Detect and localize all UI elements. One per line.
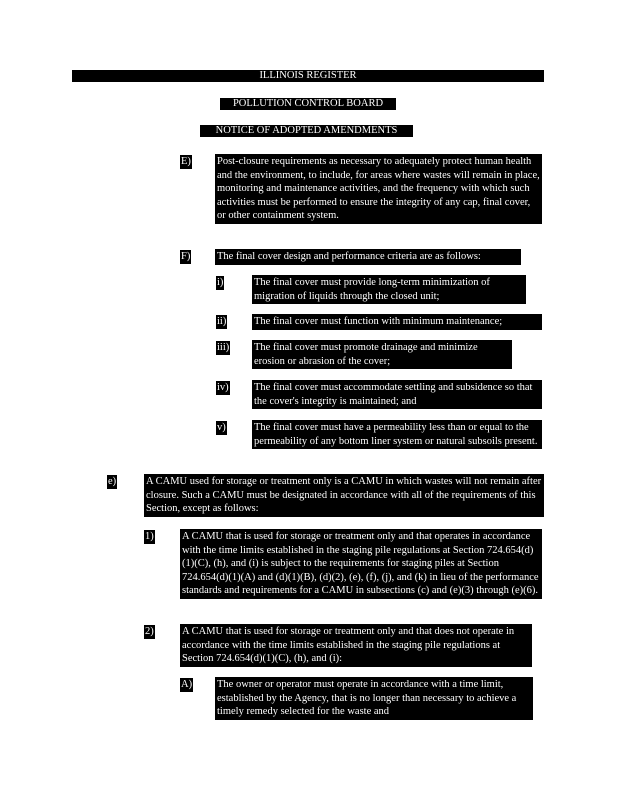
item-label-F: F) xyxy=(181,251,191,262)
item-label-2: 2) xyxy=(145,626,154,637)
item-text-A: The owner or operator must operate in accordance with a time limit, established by the Agency, that is no longer than necessary to achieve a timely remedy selected for the waste and xyxy=(215,677,533,720)
subitem-label-v: v) xyxy=(217,422,226,433)
item-text-2: A CAMU that is used for storage or treatment only and that does not operate in accordance with the time limits established in the staging pile regulations at Section 724.654(d)(1)(C), (h), and (i): xyxy=(180,624,532,667)
notice-header: NOTICE OF ADOPTED AMENDMENTS xyxy=(200,125,413,137)
section-label-e: e) xyxy=(108,476,117,487)
item-text-E: Post-closure requirements as necessary to adequately protect human health and the environment, to include, for areas where wastes will remain in place, monitoring and maintenance activities, and the frequency with which such activities must be performed to ensure the integrity of any cap, final cover, or other containment system. xyxy=(215,154,542,224)
register-header: ILLINOIS REGISTER xyxy=(72,70,544,82)
subitem-text-iv: The final cover must accommodate settling and subsidence so that the cover's integrity is maintained; and xyxy=(252,380,542,409)
subitem-label-iv: iv) xyxy=(217,382,229,393)
subitem-label-i: i) xyxy=(217,277,224,288)
subitem-label-ii: ii) xyxy=(217,316,227,327)
subitem-text-ii: The final cover must function with minimum maintenance; xyxy=(252,314,542,330)
item-text-F: The final cover design and performance criteria are as follows: xyxy=(215,249,521,265)
item-text-1: A CAMU that is used for storage or treatment only and that operates in accordance with the time limits established in the staging pile regulations at Section 724.654(d)(1)(C), (h), and (i) is subject to the requirements for staging piles at Section 724.654(d)(1)(A) and (d)(1)(B), (d)(2), (e), (f), (j), and (k) in lieu of the performance standards and requirements for a CAMU in subsections (c) and (e)(3) through (e)(6). xyxy=(180,529,542,599)
section-text-e: A CAMU used for storage or treatment only is a CAMU in which wastes will not remain after closure. Such a CAMU must be designated in accordance with all of the requirements of this Section, except as follows: xyxy=(144,474,544,517)
subitem-text-v: The final cover must have a permeability less than or equal to the permeability of any bottom liner system or natural subsoils present. xyxy=(252,420,542,449)
subitem-text-iii: The final cover must promote drainage and minimize erosion or abrasion of the cover; xyxy=(252,340,512,369)
item-label-E: E) xyxy=(181,156,191,167)
subitem-text-i: The final cover must provide long-term minimization of migration of liquids through the closed unit; xyxy=(252,275,526,304)
subitem-label-iii: iii) xyxy=(217,342,230,353)
item-label-A: A) xyxy=(181,679,193,690)
board-header: POLLUTION CONTROL BOARD xyxy=(220,98,396,110)
item-label-1: 1) xyxy=(145,531,154,542)
